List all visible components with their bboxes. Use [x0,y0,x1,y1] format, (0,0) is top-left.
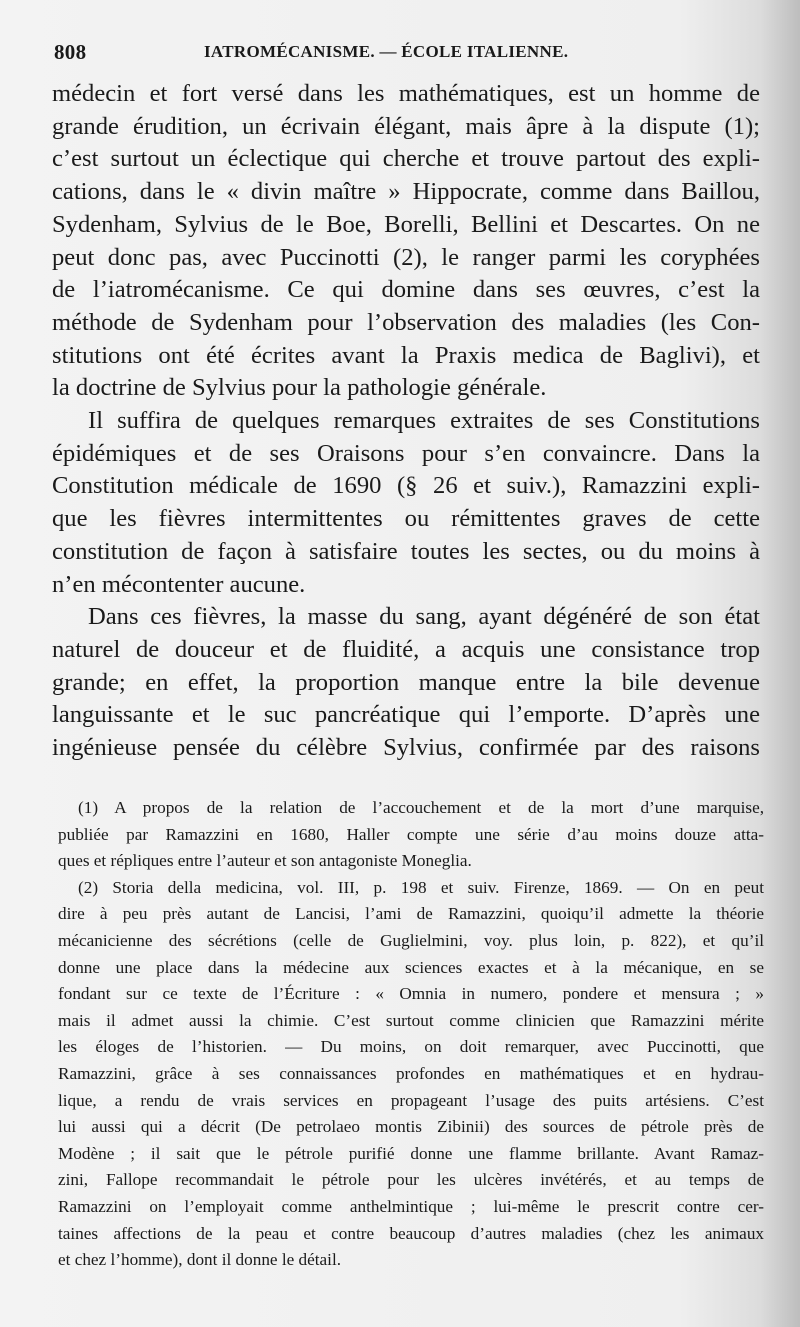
running-header [54,40,754,70]
text-line: Dans ces fièvres, la masse du sang, ayant dégénéré de son état [88,603,760,631]
running-title: IATROMÉCANISME. — ÉCOLE ITALIENNE. [204,42,569,61]
text-line: grande érudition, un écrivain élégant, mais âpre à la dispute (1); [52,112,760,140]
text-line: Il suffira de quelques remarques extraites de ses Constitutions [88,407,760,435]
footnote-line: publiée par Ramazzini en 1680, Haller compte une série d’au moins douze atta- [58,824,764,844]
footnote-line: mais il admet aussi la chimie. C’est surtout comme clinicien que Ramazzini mérite [58,1010,764,1030]
text-line: méthode de Sydenham pour l’observation des maladies (les Con- [52,308,760,336]
footnote-line: dire à peu près autant de Lancisi, l’ami de Ramazzini, quoiqu’il admette la théorie [58,904,764,924]
footnote-line: lui aussi qui a décrit (De petrolaeo montis Zibinii) des sources de pétrole près de [58,1117,764,1137]
text-line: que les fièvres intermittentes ou rémittentes graves de cette [52,505,760,533]
page-number: 808 [54,40,87,64]
text-line: n’en mécontenter aucune. [52,570,306,598]
text-line: médecin et fort versé dans les mathématiques, est un homme de [52,80,760,107]
text-line: Sydenham, Sylvius de le Boe, Borelli, Bellini et Descartes. On ne [52,210,760,238]
footnote-line: fondant sur ce texte de l’Écriture : « Omnia in numero, pondere et mensura ; » [58,984,764,1004]
text-line: constitution de façon à satisfaire toutes les sectes, ou du moins à [52,537,760,565]
text-line: c’est surtout un éclectique qui cherche et trouve partout des expli- [52,145,760,173]
text-line: peut donc pas, avec Puccinotti (2), le ranger parmi les coryphées [52,243,760,271]
text-line: grande; en effet, la proportion manque entre la bile devenue [52,668,760,696]
text-line: la doctrine de Sylvius pour la pathologie générale. [52,374,547,402]
text-line: languissante et le suc pancréatique qui l’emporte. D’après une [52,701,760,729]
footnote-line: Ramazzini on l’employait comme anthelmintique ; lui-même le prescrit contre cer- [58,1196,764,1216]
footnote-line: donne une place dans la médecine aux sciences exactes et à la mécanique, en se [58,957,764,977]
text-line: épidémiques et de ses Oraisons pour s’en convaincre. Dans la [52,439,760,467]
text-line: Constitution médicale de 1690 (§ 26 et suiv.), Ramazzini expli- [52,472,760,500]
text-line: de l’iatromécanisme. Ce qui domine dans ses œuvres, c’est la [52,276,760,304]
footnotes [58,795,764,1274]
footnote-line: Ramazzini, grâce à ses connaissances profondes en mathématiques et en hydrau- [58,1063,764,1083]
main-text [52,78,760,765]
footnote-line: ques et répliques entre l’auteur et son antagoniste Moneglia. [58,851,472,871]
footnote-line: Modène ; il sait que le pétrole purifié donne une flamme brillante. Avant Ramaz- [58,1143,764,1163]
text-line: naturel de douceur et de fluidité, a acquis une consistance trop [52,635,760,663]
footnote-line: (1) A propos de la relation de l’accouchement et de la mort d’une marquise, [78,798,764,817]
footnote-line: les éloges de l’historien. — Du moins, on doit remarquer, avec Puccinotti, que [58,1037,764,1057]
footnote-line: taines affections de la peau et contre beaucoup d’autres maladies (chez les animaux [58,1223,764,1243]
text-line: cations, dans le « divin maître » Hippocrate, comme dans Baillou, [52,178,760,206]
footnote-line: lique, a rendu de vrais services en propageant l’usage des puits artésiens. C’est [58,1090,764,1110]
footnote-line: et chez l’homme), dont il donne le détail. [58,1250,342,1270]
text-line: ingénieuse pensée du célèbre Sylvius, confirmée par des raisons [52,734,760,762]
footnote-line: mécanicienne des sécrétions (celle de Guglielmini, voy. plus loin, p. 822), et qu’il [58,930,764,950]
footnote-line: (2) Storia della medicina, vol. III, p. 198 et suiv. Firenze, 1869. — On en peut [78,877,764,897]
footnote-line: zini, Fallope recommandait le pétrole pour les ulcères invétérés, et au temps de [58,1170,764,1190]
text-line: stitutions ont été écrites avant la Praxis medica de Baglivi), et [52,341,760,369]
